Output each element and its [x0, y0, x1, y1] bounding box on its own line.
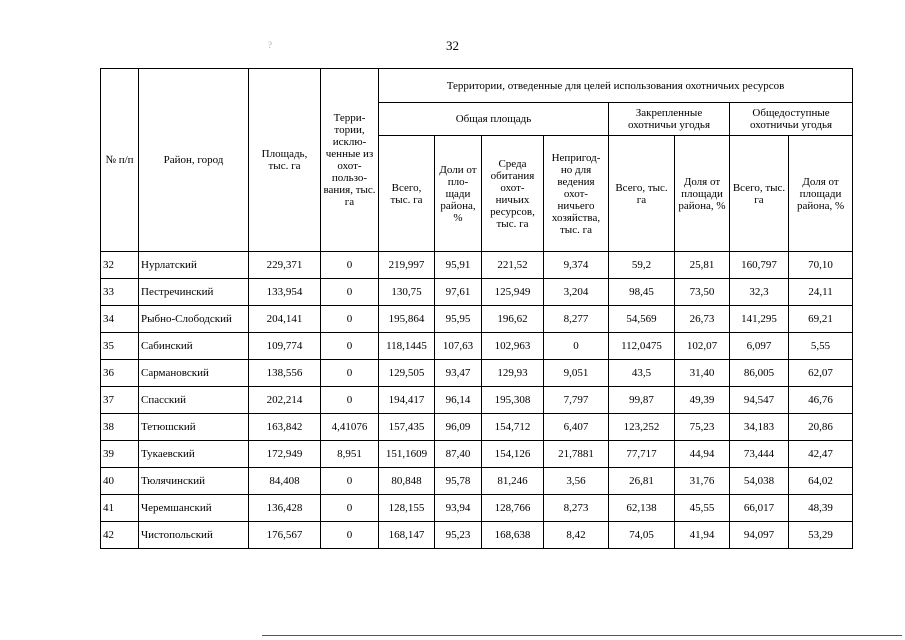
header-assigned-share: Доля от площади района, % [675, 136, 730, 252]
unsuitable-cell: 9,374 [544, 252, 609, 279]
area-cell: 138,556 [249, 360, 321, 387]
public-share-cell: 70,10 [789, 252, 853, 279]
table-row [101, 468, 853, 495]
total-all-cell: 168,147 [379, 522, 435, 549]
public-all-cell: 141,295 [730, 306, 789, 333]
total-share-cell: 95,95 [435, 306, 482, 333]
area-cell: 163,842 [249, 414, 321, 441]
unsuitable-cell: 9,051 [544, 360, 609, 387]
excluded-cell: 0 [321, 252, 379, 279]
assigned-share-cell: 26,73 [675, 306, 730, 333]
assigned-share-cell: 45,55 [675, 495, 730, 522]
total-share-cell: 107,63 [435, 333, 482, 360]
stray-mark: ? [268, 40, 272, 50]
table-row [101, 414, 853, 441]
row-number: 42 [101, 522, 139, 549]
total-share-cell: 95,91 [435, 252, 482, 279]
assigned-all-cell: 123,252 [609, 414, 675, 441]
district-name: Сармановский [139, 360, 249, 387]
header-public-share: Доля от площади района, % [789, 136, 853, 252]
header-assigned: Закрепленные охотничьи угодья [609, 103, 730, 136]
district-name: Черемшанский [139, 495, 249, 522]
header-territories: Территории, отведенные для целей использования охотничьих ресурсов [379, 69, 853, 103]
unsuitable-cell: 6,407 [544, 414, 609, 441]
header-habitat: Среда обитания охот-ничьих ресурсов, тыс. га [482, 136, 544, 252]
public-all-cell: 86,005 [730, 360, 789, 387]
total-all-cell: 129,505 [379, 360, 435, 387]
area-cell: 109,774 [249, 333, 321, 360]
district-name: Сабинский [139, 333, 249, 360]
habitat-cell: 221,52 [482, 252, 544, 279]
habitat-cell: 195,308 [482, 387, 544, 414]
table-row [101, 333, 853, 360]
assigned-share-cell: 49,39 [675, 387, 730, 414]
public-all-cell: 32,3 [730, 279, 789, 306]
assigned-share-cell: 31,40 [675, 360, 730, 387]
row-number: 39 [101, 441, 139, 468]
row-number: 36 [101, 360, 139, 387]
public-all-cell: 160,797 [730, 252, 789, 279]
assigned-all-cell: 99,87 [609, 387, 675, 414]
table-row [101, 495, 853, 522]
header-district: Район, город [139, 69, 249, 252]
total-all-cell: 128,155 [379, 495, 435, 522]
public-share-cell: 48,39 [789, 495, 853, 522]
public-all-cell: 34,183 [730, 414, 789, 441]
table-body [101, 252, 853, 549]
public-share-cell: 62,07 [789, 360, 853, 387]
assigned-all-cell: 43,5 [609, 360, 675, 387]
unsuitable-cell: 7,797 [544, 387, 609, 414]
assigned-share-cell: 73,50 [675, 279, 730, 306]
total-all-cell: 118,1445 [379, 333, 435, 360]
habitat-cell: 125,949 [482, 279, 544, 306]
row-number: 38 [101, 414, 139, 441]
hunting-territories-table [100, 68, 853, 549]
area-cell: 204,141 [249, 306, 321, 333]
habitat-cell: 81,246 [482, 468, 544, 495]
habitat-cell: 196,62 [482, 306, 544, 333]
row-number: 41 [101, 495, 139, 522]
habitat-cell: 154,126 [482, 441, 544, 468]
district-name: Тетюшский [139, 414, 249, 441]
unsuitable-cell: 8,273 [544, 495, 609, 522]
district-name: Тукаевский [139, 441, 249, 468]
total-share-cell: 95,23 [435, 522, 482, 549]
row-number: 37 [101, 387, 139, 414]
public-share-cell: 20,86 [789, 414, 853, 441]
table-row [101, 387, 853, 414]
row-number: 34 [101, 306, 139, 333]
unsuitable-cell: 21,7881 [544, 441, 609, 468]
assigned-all-cell: 74,05 [609, 522, 675, 549]
assigned-share-cell: 31,76 [675, 468, 730, 495]
assigned-share-cell: 41,94 [675, 522, 730, 549]
area-cell: 176,567 [249, 522, 321, 549]
public-all-cell: 73,444 [730, 441, 789, 468]
area-cell: 202,214 [249, 387, 321, 414]
district-name: Тюлячинский [139, 468, 249, 495]
public-all-cell: 94,097 [730, 522, 789, 549]
assigned-all-cell: 62,138 [609, 495, 675, 522]
habitat-cell: 129,93 [482, 360, 544, 387]
header-num: № п/п [101, 69, 139, 252]
assigned-share-cell: 25,81 [675, 252, 730, 279]
page-number: 32 [446, 38, 459, 53]
assigned-all-cell: 98,45 [609, 279, 675, 306]
excluded-cell: 0 [321, 468, 379, 495]
unsuitable-cell: 8,277 [544, 306, 609, 333]
habitat-cell: 154,712 [482, 414, 544, 441]
assigned-share-cell: 102,07 [675, 333, 730, 360]
header-area: Площадь, тыс. га [249, 69, 321, 252]
public-share-cell: 5,55 [789, 333, 853, 360]
unsuitable-cell: 3,56 [544, 468, 609, 495]
row-number: 32 [101, 252, 139, 279]
habitat-cell: 168,638 [482, 522, 544, 549]
unsuitable-cell: 3,204 [544, 279, 609, 306]
area-cell: 136,428 [249, 495, 321, 522]
total-share-cell: 93,47 [435, 360, 482, 387]
table-row [101, 360, 853, 387]
header-unsuitable: Непригод-но для ведения охот-ничьего хозяйства, тыс. га [544, 136, 609, 252]
total-share-cell: 97,61 [435, 279, 482, 306]
district-name: Чистопольский [139, 522, 249, 549]
table-row [101, 306, 853, 333]
district-name: Нурлатский [139, 252, 249, 279]
assigned-all-cell: 26,81 [609, 468, 675, 495]
total-all-cell: 195,864 [379, 306, 435, 333]
assigned-all-cell: 54,569 [609, 306, 675, 333]
total-share-cell: 95,78 [435, 468, 482, 495]
excluded-cell: 0 [321, 522, 379, 549]
habitat-cell: 102,963 [482, 333, 544, 360]
total-share-cell: 93,94 [435, 495, 482, 522]
area-cell: 84,408 [249, 468, 321, 495]
habitat-cell: 128,766 [482, 495, 544, 522]
table-row [101, 441, 853, 468]
district-name: Пестречинский [139, 279, 249, 306]
table-row [101, 279, 853, 306]
total-share-cell: 87,40 [435, 441, 482, 468]
public-all-cell: 6,097 [730, 333, 789, 360]
excluded-cell: 0 [321, 495, 379, 522]
total-all-cell: 130,75 [379, 279, 435, 306]
public-share-cell: 46,76 [789, 387, 853, 414]
district-name: Спасский [139, 387, 249, 414]
excluded-cell: 8,951 [321, 441, 379, 468]
total-all-cell: 219,997 [379, 252, 435, 279]
public-all-cell: 66,017 [730, 495, 789, 522]
total-all-cell: 194,417 [379, 387, 435, 414]
area-cell: 229,371 [249, 252, 321, 279]
table-row [101, 522, 853, 549]
header-public-all: Всего, тыс. га [730, 136, 789, 252]
table-row [101, 252, 853, 279]
row-number: 40 [101, 468, 139, 495]
total-all-cell: 151,1609 [379, 441, 435, 468]
excluded-cell: 0 [321, 333, 379, 360]
row-number: 33 [101, 279, 139, 306]
excluded-cell: 0 [321, 279, 379, 306]
total-all-cell: 80,848 [379, 468, 435, 495]
row-number: 35 [101, 333, 139, 360]
header-total-all: Всего, тыс. га [379, 136, 435, 252]
area-cell: 172,949 [249, 441, 321, 468]
footer-rule [262, 635, 902, 636]
excluded-cell: 0 [321, 306, 379, 333]
total-share-cell: 96,09 [435, 414, 482, 441]
assigned-all-cell: 77,717 [609, 441, 675, 468]
unsuitable-cell: 8,42 [544, 522, 609, 549]
public-share-cell: 64,02 [789, 468, 853, 495]
area-cell: 133,954 [249, 279, 321, 306]
header-assigned-all: Всего, тыс. га [609, 136, 675, 252]
assigned-share-cell: 75,23 [675, 414, 730, 441]
header-public: Общедоступные охотничьи угодья [730, 103, 853, 136]
public-share-cell: 69,21 [789, 306, 853, 333]
unsuitable-cell: 0 [544, 333, 609, 360]
assigned-all-cell: 59,2 [609, 252, 675, 279]
public-share-cell: 24,11 [789, 279, 853, 306]
header-total-share: Доли от пло-щади района, % [435, 136, 482, 252]
header-total-area: Общая площадь [379, 103, 609, 136]
district-name: Рыбно-Слободский [139, 306, 249, 333]
public-share-cell: 53,29 [789, 522, 853, 549]
excluded-cell: 4,41076 [321, 414, 379, 441]
header-excluded: Терри-тории, исклю-ченные из охот-пользо-вания, тыс. га [321, 69, 379, 252]
assigned-all-cell: 112,0475 [609, 333, 675, 360]
total-all-cell: 157,435 [379, 414, 435, 441]
excluded-cell: 0 [321, 360, 379, 387]
assigned-share-cell: 44,94 [675, 441, 730, 468]
table-header [101, 69, 853, 252]
excluded-cell: 0 [321, 387, 379, 414]
public-all-cell: 54,038 [730, 468, 789, 495]
public-all-cell: 94,547 [730, 387, 789, 414]
total-share-cell: 96,14 [435, 387, 482, 414]
public-share-cell: 42,47 [789, 441, 853, 468]
